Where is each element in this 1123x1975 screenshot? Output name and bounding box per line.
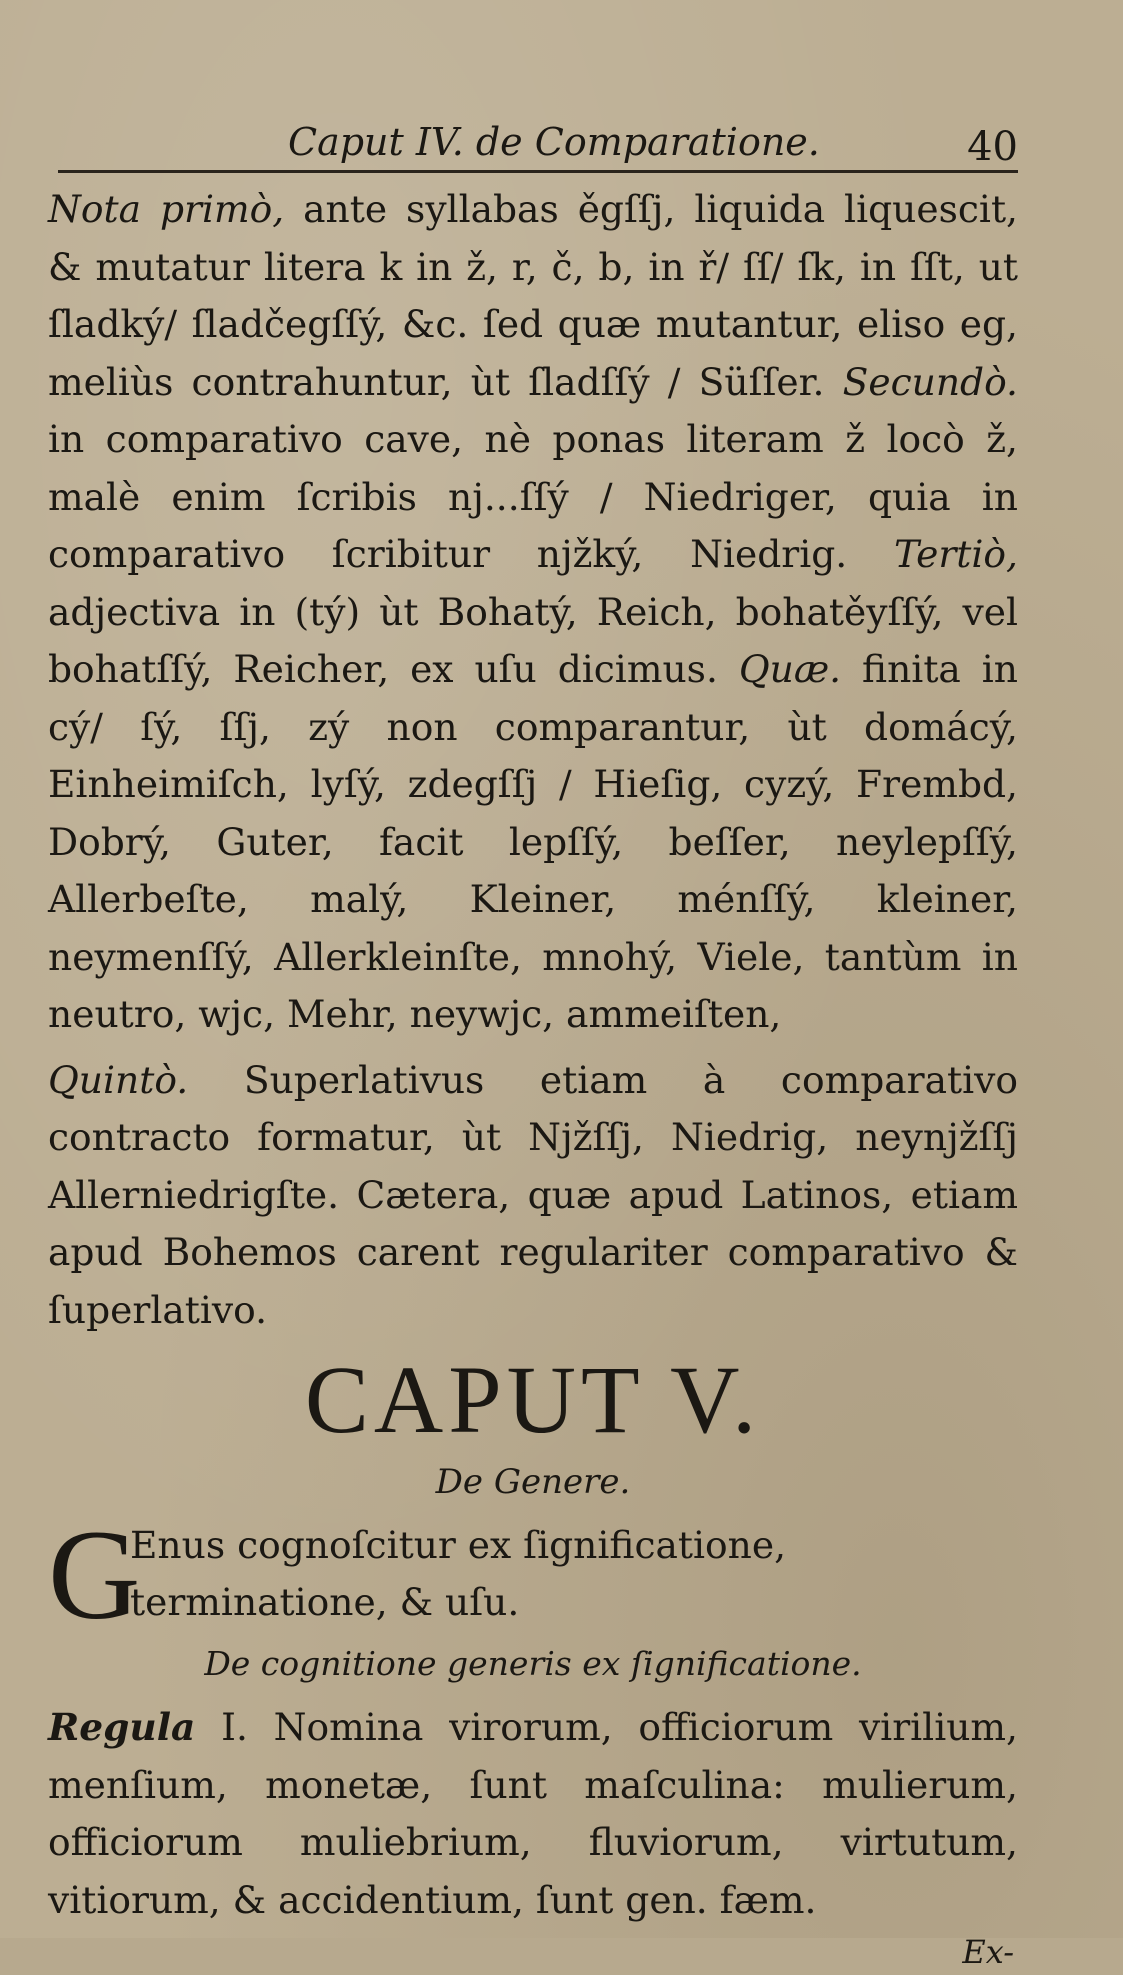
running-title: Caput IV. de Comparatione. (288, 120, 820, 164)
running-head (58, 100, 1018, 173)
drop-cap: G (48, 1504, 141, 1646)
text-run: ante syllabas ěgſſj, liquida liquescit, & mutatur litera k in ž, r, č, b, in ř/ ſſ/ ſk, in ſſt, ut ſladký/ ſladčegſſý, &c. ſed quæ mutantur, eliso eg, meliùs contrahuntur, ùt ſladſſý / Süſſer. (48, 187, 1018, 404)
text-run: finita in cý/ ſý, ſſj, zý non comparantur, ùt domácý, Einheimiſch, lyſý, zdegſſj / Hieſig, cyzý, Frembd, Dobrý, Guter, facit lepſſý, beſſer, neylepſſý, Allerbeſte, malý, Kleiner, ménſſý, kleiner, neymenſſý, Allerkleinſte, mnohý, Viele, tantùm in neutro, wjc, Mehr, neywjc, ammeiſten, (48, 647, 1018, 1036)
text-run: Superlativus etiam à comparativo contracto formatur, ùt Njžſſj, Niedrig, neynjžſſj Allerniedrigſte. Cætera, quæ apud Latinos, etiam apud Bohemos carent regulariter comparativo & ſuperlativo. (48, 1057, 1018, 1332)
catchword: Ex- (962, 1933, 1014, 1971)
text-run: adjectiva in (tý) ùt Bohatý, Reich, bohatěyſſý, vel bohatſſý, Reicher, ex uſu dicimus. (48, 589, 1018, 691)
subheading: De cognitione generis ex ſignificatione. (204, 1644, 862, 1683)
chapter-title: CAPUT V. (304, 1346, 762, 1453)
lead-text: Enus cognoſcitur ex ſignificatione, terminatione, & uſu. (130, 1523, 787, 1624)
quae-label: Quæ. (738, 647, 842, 691)
lead-paragraph (48, 1504, 1018, 1646)
body-paragraph-1 (48, 181, 1018, 1044)
section-title: De Genere. (435, 1462, 631, 1502)
nota-label: Nota primò, (48, 187, 285, 231)
tertio-label: Tertiò, (893, 532, 1018, 576)
rule-number: I. (221, 1705, 248, 1749)
quinto-label: Quintò. (48, 1057, 189, 1102)
rule-label: Regula (48, 1705, 196, 1749)
page-number: 40 (967, 124, 1018, 170)
secundo-label: Secundò. (842, 359, 1018, 404)
body-paragraph-2 (48, 1052, 1018, 1340)
rule-text: Nomina virorum, officiorum virilium, menſium, monetæ, ſunt maſculina: mulierum, officiorum muliebrium, fluviorum, virtutum, vitiorum, & accidentium, ſunt gen. fæm. (48, 1705, 1018, 1922)
rule-paragraph (48, 1699, 1018, 1929)
text-run: in comparativo cave, nè ponas literam ž locò ž, malè enim ſcribis nj...ſſý / Niedriger, quia in comparativo ſcribitur njžký, Niedrig. (48, 417, 1018, 576)
